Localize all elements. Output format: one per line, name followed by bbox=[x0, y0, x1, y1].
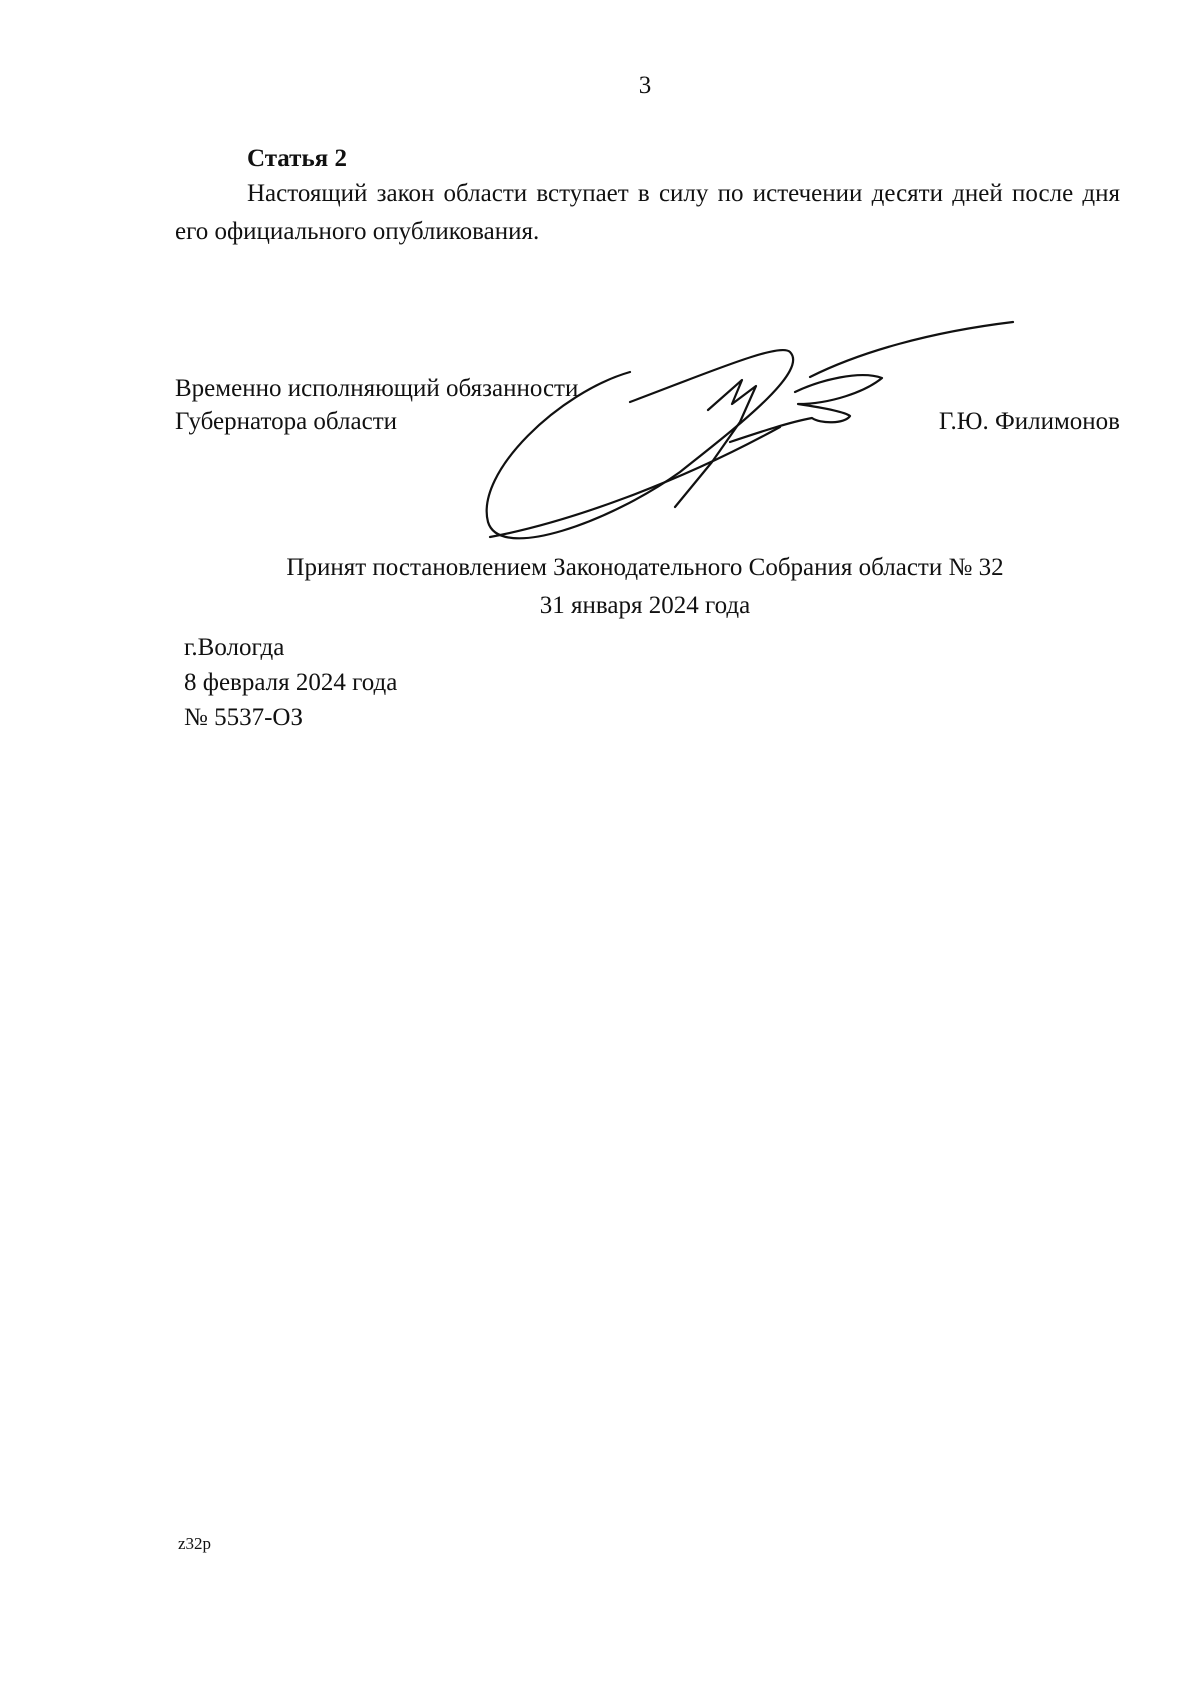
article-text: Настоящий закон области вступает в силу по истечении десяти дней после дня его официального опубликования. bbox=[175, 180, 1120, 245]
article-heading: Статья 2 bbox=[247, 145, 347, 172]
page-number: 3 bbox=[638, 72, 652, 99]
signatory-role-line-2: Губернатора области bbox=[175, 408, 397, 435]
adoption-note bbox=[0, 549, 1200, 625]
signing-date: 8 февраля 2024 года bbox=[184, 669, 398, 696]
adoption-resolution: Принят постановлением Законодательного Собрания области № 32 bbox=[286, 554, 1004, 581]
place-date-block bbox=[184, 630, 397, 735]
adoption-date: 31 января 2024 года bbox=[539, 592, 751, 619]
file-code: z32p bbox=[178, 1534, 212, 1553]
law-number: № 5537-ОЗ bbox=[184, 704, 304, 731]
handwritten-signature bbox=[480, 312, 1020, 552]
signatory-role-line-1: Временно исполняющий обязанности bbox=[175, 375, 579, 402]
city: г.Вологда bbox=[184, 634, 285, 661]
article-section bbox=[175, 143, 1120, 251]
signatory-name: Г.Ю. Филимонов bbox=[938, 408, 1120, 435]
